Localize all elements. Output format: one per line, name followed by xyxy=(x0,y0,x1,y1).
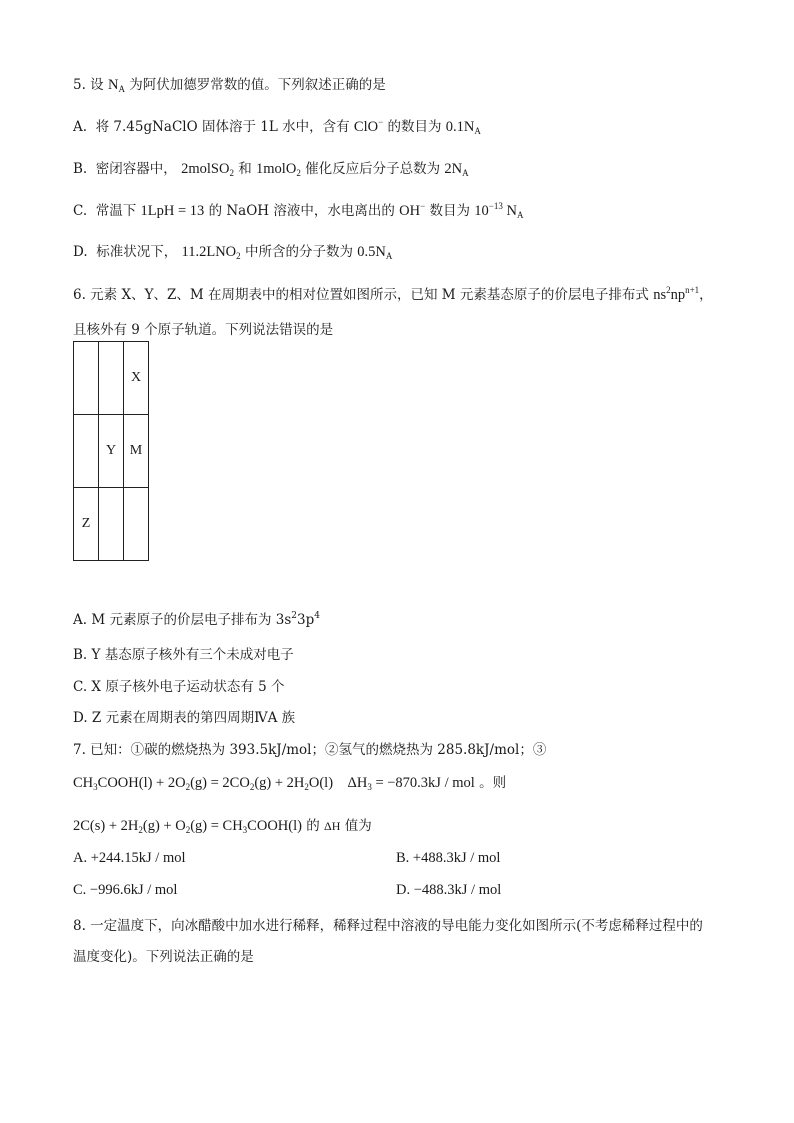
table-row xyxy=(74,488,149,561)
q6-option-c: C. X 原子核外电子运动状态有 5 个 xyxy=(73,679,285,695)
table-cell xyxy=(74,342,99,415)
periodic-table-fragment xyxy=(73,341,149,561)
table-cell: Y xyxy=(99,415,124,488)
table-cell xyxy=(124,488,149,561)
table-cell xyxy=(74,415,99,488)
q7-option-b: B. +488.3kJ / mol xyxy=(396,850,501,866)
q7-option-d: D. −488.3kJ / mol xyxy=(396,882,502,898)
q8-stem-line1: 8. 一定温度下，向冰醋酸中加水进行稀释，稀释过程中溶液的导电能力变化如图所示(不考虑稀释过程中的 xyxy=(73,918,703,934)
q7-equation-2: $2C(s) + 2H_2(g) + O_2(g)$ = $CH_3COOH(l)$ 的 ΔH 值为 xyxy=(73,818,372,835)
table-cell: Z xyxy=(74,488,99,561)
q7-equation-1: $CH_3COOH(l) + 2O_2(g) = 2CO_2(g) + 2H_2O(l)$ $\Delta H_3 = -870.3kJ$ / mol 。则 xyxy=(73,775,507,792)
q5-option-a: A. 将 7.45gNaClO 固体溶于 1L 水中，含有 ClO− 的数目为 $0.1N_A$ xyxy=(73,117,481,136)
q6-option-d: D. Z 元素在周期表的第四周期ⅣA 族 xyxy=(73,710,296,726)
q7-option-a: A. +244.15kJ / mol xyxy=(73,850,186,866)
q5-option-d: D. 标准状况下， $11.2LNO_2$ 中所含的分子数为 $0.5N_A$ xyxy=(73,244,393,261)
q7-stem: 7. 已知：①碳的燃烧热为 393.5kJ/mol；②氢气的燃烧热为 285.8kJ/mol；③ xyxy=(73,742,547,758)
table-cell xyxy=(99,342,124,415)
table-cell: X xyxy=(124,342,149,415)
q6-stem-line1: 6. 元素 X、Y、Z、M 在周期表中的相对位置如图所示，已知 M 元素基态原子的价层电子排布式 $ns^2np^{n+1}$， xyxy=(73,285,713,303)
q6-stem-line2: 且核外有 9 个原子轨道。下列说法错误的是 xyxy=(73,322,334,338)
table-row xyxy=(74,415,149,488)
table-row xyxy=(74,342,149,415)
q7-option-c: C. −996.6kJ / mol xyxy=(73,882,178,898)
q5-stem: 5. 设 $N_A$ 为阿伏加德罗常数的值。下列叙述正确的是 xyxy=(73,77,386,94)
table-cell: M xyxy=(124,415,149,488)
q8-stem-line2: 温度变化)。下列说法正确的是 xyxy=(73,949,254,965)
q6-option-b: B. Y 基态原子核外有三个未成对电子 xyxy=(73,647,294,663)
q6-option-a: A. M 元素原子的价层电子排布为 $3s^23p^4$ xyxy=(73,611,320,628)
q5-option-b: B. 密闭容器中， 2molSO$_2$ 和 1molO$_2$ 催化反应后分子总数为 $2N_A$ xyxy=(73,161,469,178)
table-cell xyxy=(99,488,124,561)
q5-option-c: C. 常温下 1LpH = 13 的 NaOH 溶液中，水电离出的 OH− 数目为 $10^{-13}$ $N_A$ xyxy=(73,201,524,220)
